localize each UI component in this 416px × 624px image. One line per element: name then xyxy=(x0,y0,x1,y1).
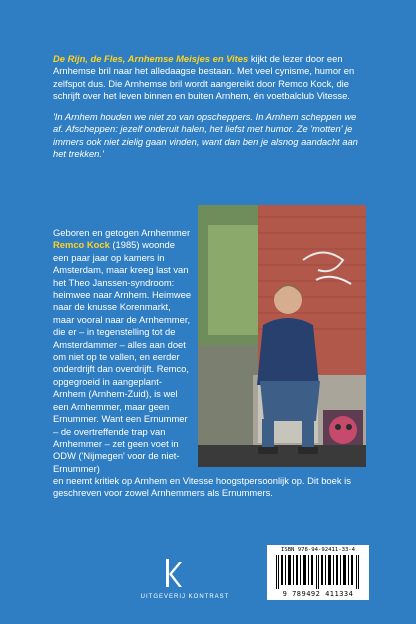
bio-text: (1985) woonde een paar jaar op kamers in Amsterdam, maar kreeg last van het Theo Janssen-syndroom: heimwee naar Arnhem. Heimwee naar de knusse Korenmarkt, maar vooral naar de Arnhemmer, die er – in tegenstelling tot de Amsterdammer – alles aan doet om niet op te vallen, en eerder onderdrijft dan overdrijft. Remco, opgegroeid in aangeplant-Arnhem (Arnhem-Zuid), is wel een Arnhemmer, maar geen Ernummer. Want een Ernummer – de overtreffende trap van Arnhemmer – zet geen voet in ODW ('Nijmegen' voor de niet-Ernummer) xyxy=(53,239,192,474)
barcode xyxy=(267,545,369,600)
author-photo xyxy=(198,205,366,467)
bio-intro: Geboren en getogen Arnhemmer xyxy=(53,227,191,238)
blurb-text: kijkt de lezer door een Arnhemse bril naar het alledaagse bestaan. Met veel cynisme, humor en zelfspot dus. Die Arnhemse bril wordt aangereikt door Remco Kock, die schrijft over het leven binnen en buiten Arnhem, én voetbalclub Vitesse. xyxy=(53,53,355,101)
blurb xyxy=(53,53,365,169)
blurb-paragraph xyxy=(53,53,365,102)
author-bio-end: en neemt kritiek op Arnhem en Vitesse hoogstpersoonlijk op. Dit boek is geschreven voor zowel Arnhemmers als Ernummers. xyxy=(53,475,351,499)
barcode-digits: 9 789492 411334 xyxy=(282,590,354,598)
author-name: Remco Kock xyxy=(53,239,110,251)
publisher-logo xyxy=(153,556,189,590)
publisher-name: UITGEVERIJ KONTRAST xyxy=(140,594,230,600)
author-bio xyxy=(53,227,193,475)
barcode-bars xyxy=(276,555,360,589)
isbn-label: ISBN 978-94-92411-33-4 xyxy=(280,547,356,553)
author-quote: 'In Arnhem houden we niet zo van opscheppers. In Arnhem scheppen we af. Afscheppen: jezelf onderuit halen, het liefst met humor. Ze 'motten' je immers ook niet zielig gaan vinden, want dan ben je alsnog aandacht aan het trekken.' xyxy=(53,111,358,160)
book-title: De Rijn, de Fles, Arnhemse Meisjes en Vites xyxy=(53,53,249,64)
